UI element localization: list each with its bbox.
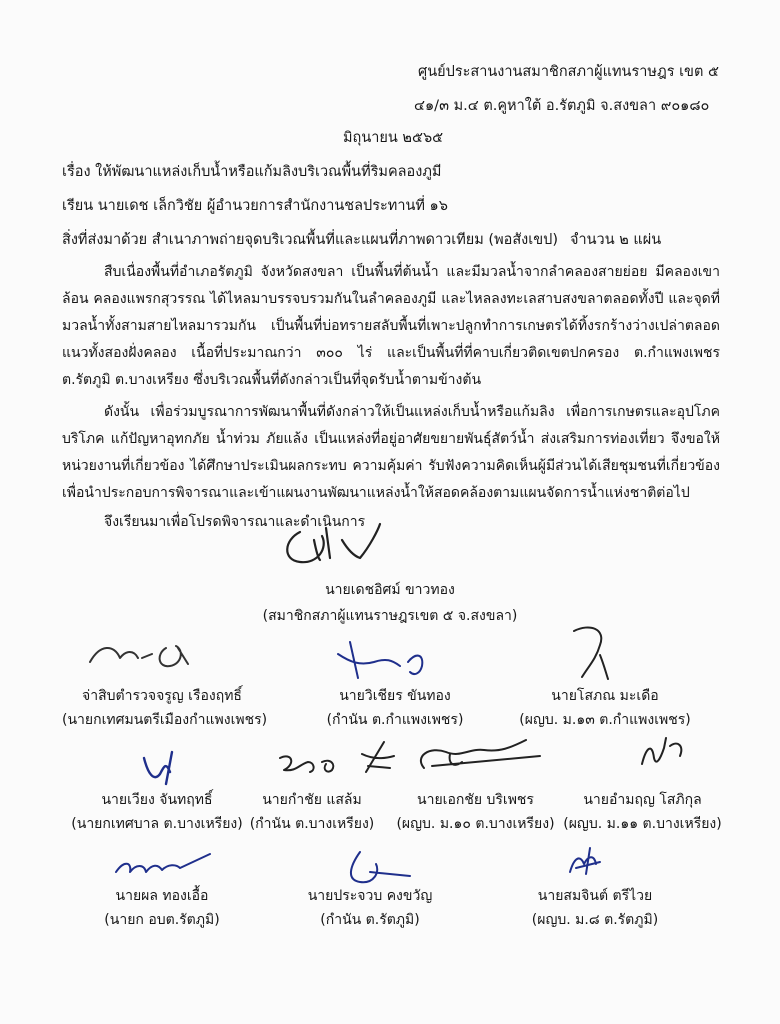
header-org: ศูนย์ประสานงานสมาชิกสภาผู้แทนราษฎร เขต ๕ <box>418 64 719 80</box>
enclosure-count: จำนวน ๒ แผ่น <box>570 232 662 248</box>
enclosure-line: สิ่งที่ส่งมาด้วย สำเนาภาพถ่ายจุดบริเวณพื้นที่และแผนที่ภาพดาวเทียม (พอสังเขป) <box>62 232 558 248</box>
signer-6-name: นายเอกชัย บริเพชร <box>417 792 534 808</box>
signer-4-title: (นายกเทศบาล ต.บางเหรียง) <box>71 816 243 832</box>
signer-8-name: นายผล ทองเอื้อ <box>115 888 209 904</box>
body-paragraph-1: สืบเนื่องพื้นที่อำเภอรัตภูมิ จังหวัดสงขลา เป็นพื้นที่ต้นน้ำ และมีมวลน้ำจากลำคลองสายย่อย มีคลองเขาล้อน คลองแพรกสุวรรณ ได้ไหลมาบรรจบรวมกันในลำคลองภูมี และไหลลงทะเลสาบสงขลาตลอดทั้งปี และจุดที่มวลน้ำทั้งสามสายไหลมารวมกัน เป็นพื้นที่บ่อทรายสลับพื้นที่เพาะปลูกทำการเกษตรได้ทิ้งรกร้างว่างเปล่าตลอดแนวทั้งสองฝั่งคลอง เนื้อที่ประมาณกว่า ๓๐๐ ไร่ และเป็นพื้นที่ที่คาบเกี่ยวติดเขตปกครอง ต.กำแพงเพชร ต.รัตภูมิ ต.บางเหรียง ซึ่งบริเวณพื้นที่ดังกล่าวเป็นที่จุดรับน้ำตามข้างต้น <box>62 264 720 388</box>
signature-10 <box>330 842 420 892</box>
signer-9-title: (กำนัน ต.รัตภูมิ) <box>320 912 420 928</box>
signer-1-name: จ่าสิบตำรวจจรูญ เรืองฤทธิ์ <box>82 688 242 704</box>
signer-2-title: (กำนัน ต.กำแพงเพชร) <box>326 712 464 728</box>
signature-9 <box>106 840 226 885</box>
signer-7-name: นายอำมฤญ โสภิกุล <box>583 792 702 808</box>
signature-6-7 <box>350 728 550 788</box>
signature-2 <box>330 632 450 682</box>
body-paragraph-2: ดังนั้น เพื่อร่วมบูรณาการพัฒนาพื้นที่ดังกล่าวให้เป็นแหล่งเก็บน้ำหรือแก้มลิง เพื่อการเกษตรและอุปโภคบริโภค แก้ปัญหาอุทกภัย น้ำท่วม ภัยแล้ง เป็นแหล่งที่อยู่อาศัยขยายพันธุ์สัตว์น้ำ ส่งเสริมการท่องเที่ยว จึงขอให้หน่วยงานที่เกี่ยวข้อง ได้ศึกษาประเมินผลกระทบ ความคุ้มค่า รับฟังความคิดเห็นผู้มีส่วนได้เสียชุมชนที่เกี่ยวข้องเพื่อนำประกอบการพิจารณาและเข้าแผนงานพัฒนาแหล่งน้ำให้สอดคล้องตามแผนจัดการน้ำแห่งชาติต่อไป <box>62 404 720 501</box>
signature-8 <box>630 728 690 778</box>
signer-6-title: (ผญบ. ม.๑๐ ต.บางเหรียง) <box>396 816 555 832</box>
signature-3 <box>560 615 620 685</box>
main-signer-name: นายเดชอิศม์ ขาวทอง <box>325 582 455 598</box>
main-signer-title: (สมาชิกสภาผู้แทนราษฎรเขต ๕ จ.สงขลา) <box>262 608 518 624</box>
subject-line: เรื่อง ให้พัฒนาแหล่งเก็บน้ำหรือแก้มลิงบริเวณพื้นที่ริมคลองภูมี <box>62 164 442 180</box>
header-address: ๔๑/๓ ม.๔ ต.คูหาใต้ อ.รัตภูมิ จ.สงขลา ๙๐๑๘๐ <box>414 98 710 114</box>
signer-5-title: (กำนัน ต.บางเหรียง) <box>249 816 375 832</box>
signer-5-name: นายกำชัย แสล้ม <box>262 792 362 808</box>
signature-5 <box>270 740 360 785</box>
main-signature <box>270 510 430 575</box>
signer-10-name: นายสมจินต์ ตรีไวย <box>537 888 653 904</box>
signer-3-title: (ผญบ. ม.๑๓ ต.กำแพงเพชร) <box>519 712 691 728</box>
signature-11 <box>560 838 610 888</box>
signer-1-title: (นายกเทศมนตรีเมืองกำแพงเพชร) <box>62 712 268 728</box>
recipient-line: เรียน นายเดช เล็กวิชัย ผู้อำนวยการสำนักงานชลประทานที่ ๑๖ <box>62 198 448 214</box>
signer-3-name: นายโสภณ มะเดือ <box>551 688 659 704</box>
signer-10-title: (ผญบ. ม.๘ ต.รัตภูมิ) <box>531 912 659 928</box>
signature-4 <box>136 744 186 794</box>
signer-7-title: (ผญบ. ม.๑๑ ต.บางเหรียง) <box>563 816 722 832</box>
closing-line: จึงเรียนมาเพื่อโปรดพิจารณาและดำเนินการ <box>104 514 366 530</box>
signer-8-title: (นายก อบต.รัตภูมิ) <box>104 912 220 928</box>
signature-1 <box>80 628 220 678</box>
signer-9-name: นายประจวบ คงขวัญ <box>307 888 433 904</box>
signer-4-name: นายเวียง จันทฤทธิ์ <box>101 792 213 808</box>
header-date: มิถุนายน ๒๕๖๕ <box>343 130 444 146</box>
signer-2-name: นายวิเชียร ขันทอง <box>339 688 451 704</box>
